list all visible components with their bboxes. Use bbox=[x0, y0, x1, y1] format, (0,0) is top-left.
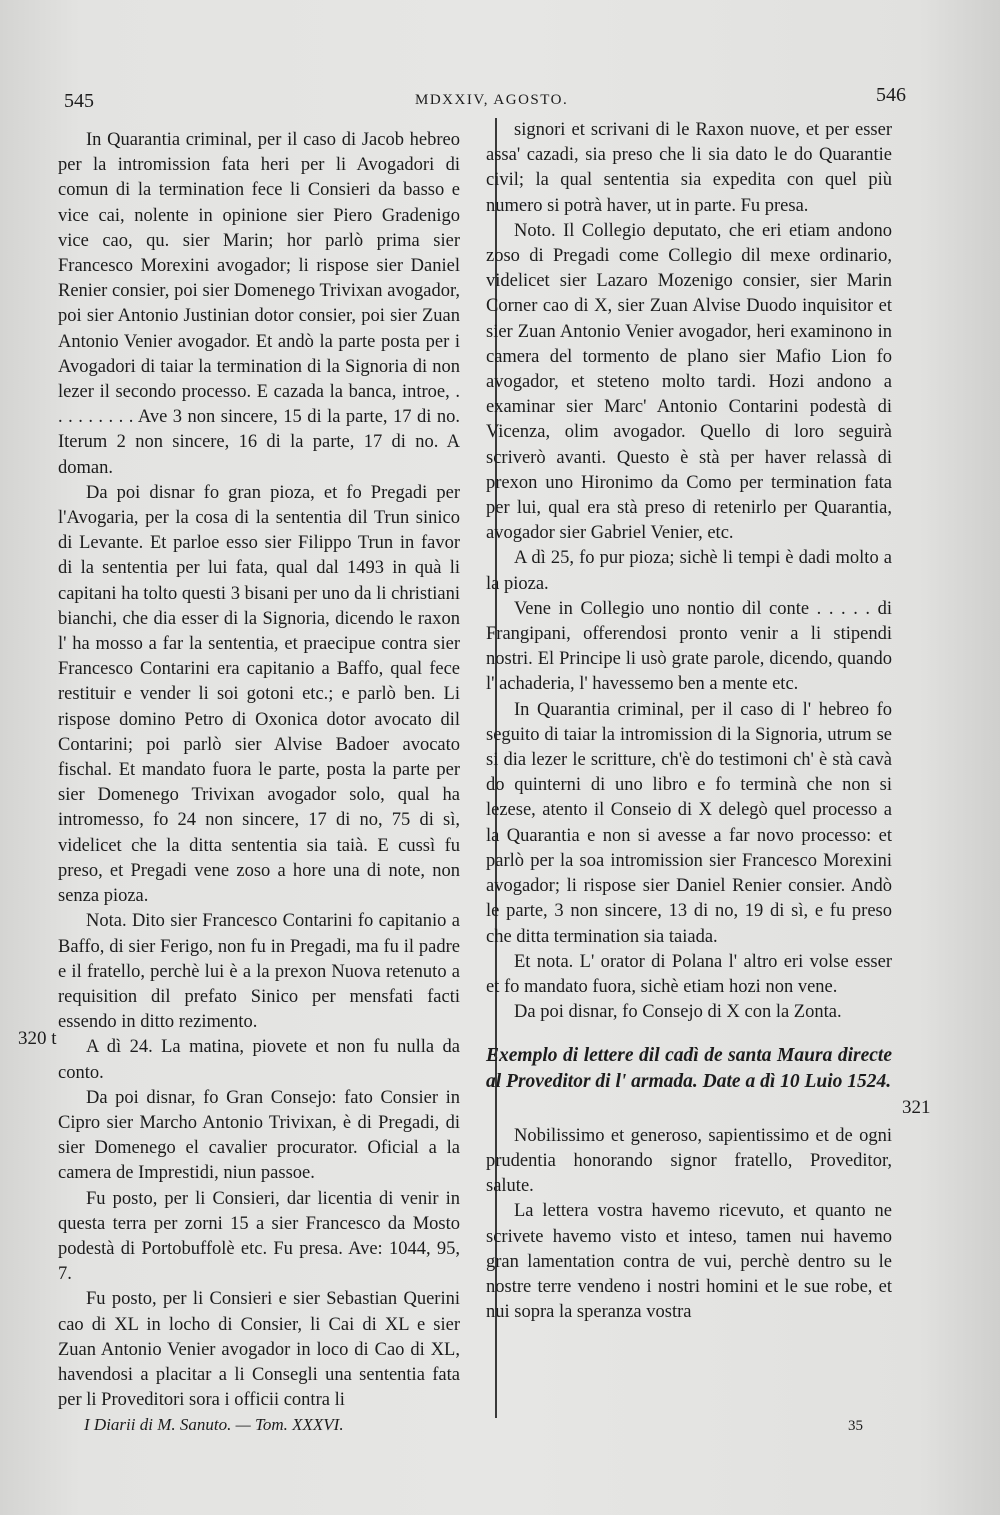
running-title: MDXXIV, AGOSTO. bbox=[415, 92, 569, 108]
margin-note-left: 320 t bbox=[18, 1028, 57, 1049]
paragraph: A dì 24. La matina, piovete et non fu nulla da conto. bbox=[58, 1037, 460, 1083]
paragraph: Da poi disnar, fo Gran Consejo: fato Consier in Cipro sier Marcho Antonio Trivixan, è di Pregadi, di sier Domenego el cavalier procurator. Oficial a la camera de Imprestidi, niun passoe. bbox=[58, 1087, 460, 1184]
letter-paragraph: La lettera vostra havemo ricevuto, et quanto ne scrivete havemo visto et inteso, tamen nui havemo gran lamentation contra de vui, perchè dentro su le nostre terre vendeno i nostri homini et le sue robe, et nui sopra la speranza vostra bbox=[486, 1201, 892, 1323]
paragraph: Vene in Collegio uno nontio dil conte . . . . . di Frangipani, offerendosi pronto venir a li stipendi nostri. El Principe li usò grate parole, dicendo, quando l' achaderia, l' havessemo ben a mente etc. bbox=[486, 598, 892, 695]
margin-note-right: 321 bbox=[902, 1097, 931, 1118]
paragraph: Da poi disnar fo gran pioza, et fo Pregadi per l'Avogaria, per la cosa di la sententia dil Trun sinico di Levante. Et parloe esso sier Filippo Trun in favor di la sententia per lui fata, qual dal 1493 in quà li capitani ha tolto questi 3 bisani per uno da li christiani bianchi, che dia esser di la Signoria, dicendo le raxon l' ha mosso a far la sententia, et praecipue contra sier Francesco Contarini era capitanio a Baffo, qual fece restituir e vender li soi gotoni etc.; e parlò ben. Li rispose domino Petro di Oxonica dotor avocato dil Contarini; poi parlò sier Alvise Badoer avocato fischal. Et mandato fuora le parte, posta la parte per sier Domenego Trivixan avogador solo, qual ha intromesso, fo 24 non sincere, 17 di no, 75 di sì, videlicet che la ditta sententia sia taià. E cussì fu preso, et Pregadi vene zoso a hore una di note, non senza pioza. bbox=[58, 482, 460, 907]
paragraph: In Quarantia criminal, per il caso di Jacob hebreo per la intromission fata heri per li Avogadori di comun di la termination fece li Consieri da basso e vice cai, nolente in opinione sier Piero Gradenigo vice cao, qu. sier Marin; hor parlò prima sier Francesco Morexini avogador; li rispose sier Daniel Renier consier, poi sier Domenego Trivixan avogador, poi sier Antonio Justinian dotor consier, poi sier Zuan Antonio Venier avogador. Et andò la parte posta per i Avogadori di taiar la termination di la Signoria di non lezer il secondo processo. E cazada la banca, introe, . . . . . . . . . Ave 3 non sincere, 15 di la parte, 17 di no. Iterum 2 non sincere, 16 di la parte, 17 di no. A doman. bbox=[58, 130, 460, 478]
paragraph: Fu posto, per li Consieri e sier Sebastian Querini cao di XL in locho di Consier, li Cai di XL e sier Zuan Antonio Venier avogador in loco di Cao di XL, havendosi a placitar a li Consegli una sententia fata per li Proveditori sora i officii contra li bbox=[58, 1289, 460, 1411]
page-number-left: 545 bbox=[64, 90, 94, 112]
right-column bbox=[486, 118, 892, 1325]
page-header bbox=[60, 84, 906, 114]
paragraph: Et nota. L' orator di Polana l' altro eri volse esser et fo mandato fuora, sichè etiam hozi non vene. bbox=[486, 951, 892, 997]
paragraph: Fu posto, per li Consieri, dar licentia di venir in questa terra per zorni 15 a sier Francesco da Mosto podestà di Portobuffolè etc. Fu presa. Ave: 1044, 95, 7. bbox=[58, 1188, 460, 1285]
paragraph: Da poi disnar, fo Consejo di X con la Zonta. bbox=[514, 1002, 842, 1023]
page-number-right: 546 bbox=[876, 84, 906, 106]
paragraph: In Quarantia criminal, per il caso di l' hebreo fo seguito di taiar la intromission di la Signoria, utrum se si dia lezer le scritture, ch'è do testimoni ch' è stà cavà do quinterni di uno libro e fo terminà che non si lezese, atento il Conseio di X delegò quel processo a la Quarantia e non si avesse a far novo processo: et parlò per la soa intromission sier Francesco Morexini avogador; li rispose sier Daniel Renier consier. Andò le parte, 3 non sincere, 13 di no, 19 di sì, e fu preso che ditta termination sia taiada. bbox=[486, 699, 892, 947]
paragraph: A dì 25, fo pur pioza; sichè li tempi è dadi molto a la pioza. bbox=[486, 548, 892, 594]
left-column bbox=[58, 128, 460, 1413]
footer-citation: I Diarii di M. Sanuto. — Tom. XXXVI. bbox=[84, 1415, 344, 1434]
paragraph: Nota. Dito sier Francesco Contarini fo capitanio a Baffo, di sier Ferigo, non fu in Pregadi, ma fu il padre e il fratello, perchè lui è a la prexon Nuova retenuto a requisition dil prefato Sinico per mensfati facti essendo in ditto rezimento. bbox=[58, 911, 460, 1033]
paragraph: signori et scrivani di le Raxon nuove, et per esser assa' cazadi, sia preso che li sia dato le do Quarantie civil; la qual sententia sia expedita con quel più numero si potrà haver, ut in parte. Fu presa. bbox=[486, 120, 892, 216]
letter-paragraph: Nobilissimo et generoso, sapientissimo et de ogni prudentia honorando signor fratello, Proveditor, salute. bbox=[486, 1125, 892, 1197]
paragraph: Noto. Il Collegio deputato, che eri etiam andono zoso di Pregadi come Collegio dil mexe ordinario, videlicet sier Lazaro Mozenigo consier, sier Marin Corner cao di X, sier Zuan Alvise Duodo inquisitor et sier Zuan Antonio Venier avogador, heri examinono in camera del tormento de plano sier Mafio Lion fo avogador, et steteno molto tardi. Hozi andono a examinar sier Marc' Antonio Contarini podestà di Vicenza, olim avogador. Quello di loro seguirà scriverò avanti. Questo è stà per haver relassà di prexon uno Hironimo da Como per termination fata per lui, qual era stà preso di retenirlo per Quarantia, avogador sier Gabriel Venier, etc. bbox=[486, 220, 892, 544]
letter-title: Exemplo di lettere dil cadì de santa Maura directe al Proveditor di l' armada. Date a dì 10 Luio 1524. bbox=[486, 1045, 892, 1092]
signature-mark: 35 bbox=[848, 1418, 863, 1434]
